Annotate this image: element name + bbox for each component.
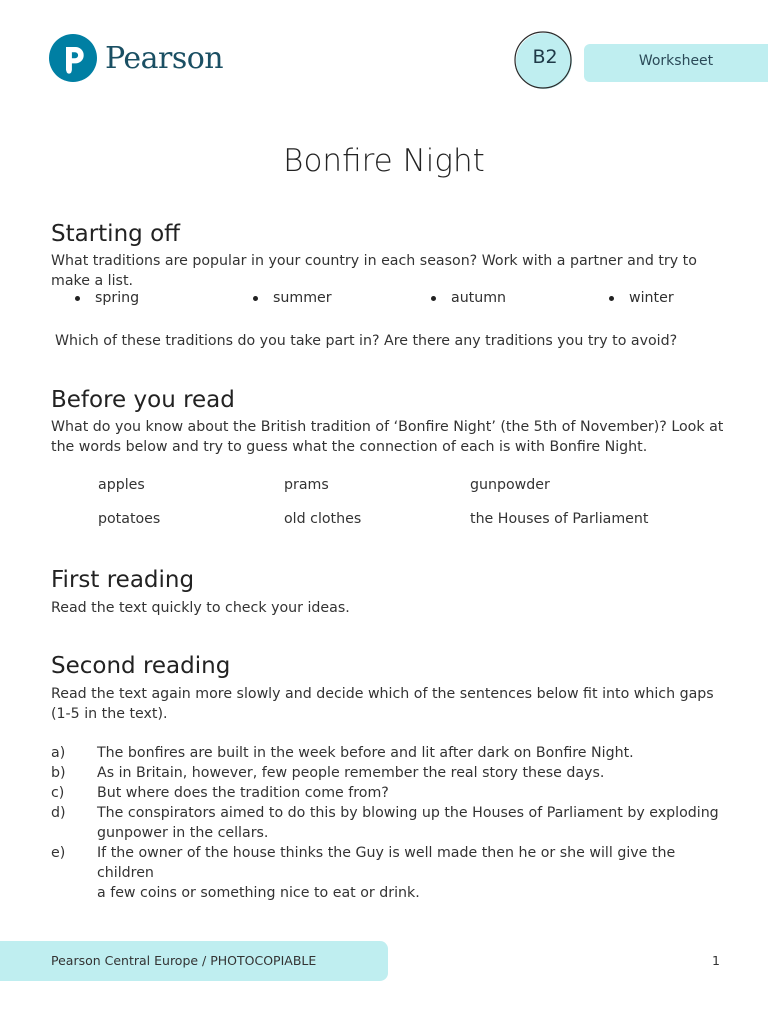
second-reading-intro-line-2: (1-5 in the text). — [51, 706, 168, 722]
item-letter: d) — [51, 805, 66, 821]
bullet-icon — [431, 296, 436, 301]
second-reading-heading: Second reading — [51, 653, 231, 679]
gap-sentence-item — [51, 743, 731, 763]
gap-sentence-item — [51, 843, 731, 903]
pearson-logo-icon — [49, 34, 97, 82]
bullet-icon — [253, 296, 258, 301]
season-label: autumn — [451, 290, 507, 306]
item-letter: e) — [51, 845, 66, 861]
season-label: summer — [273, 290, 332, 306]
season-label: spring — [95, 290, 140, 306]
before-you-read-intro-line-2: the words below and try to guess what the connection of each is with Bonfire Night. — [51, 439, 648, 455]
bullet-icon — [609, 296, 614, 301]
item-text: As in Britain, however, few people remember the real story these days. — [97, 765, 605, 781]
footer-text: Pearson Central Europe / PHOTOCOPIABLE — [51, 953, 317, 968]
item-text: The bonfires are built in the week before and lit after dark on Bonfire Night. — [97, 745, 634, 761]
word-item: potatoes — [98, 511, 161, 527]
gap-sentence-item — [51, 783, 731, 803]
word-item: apples — [98, 477, 145, 493]
gap-sentence-item — [51, 803, 731, 843]
level-badge — [513, 30, 577, 90]
word-item: the Houses of Parliament — [470, 511, 649, 527]
before-you-read-heading: Before you read — [51, 387, 235, 413]
season-item-summer — [253, 290, 332, 306]
gap-sentence-item — [51, 763, 731, 783]
word-item: old clothes — [284, 511, 362, 527]
starting-off-intro-line-1: What traditions are popular in your country in each season? Work with a partner and try to — [51, 253, 697, 269]
item-letter: b) — [51, 765, 66, 781]
starting-off-question: Which of these traditions do you take part in? Are there any traditions you try to avoid? — [55, 333, 678, 349]
page-number: 1 — [712, 953, 720, 968]
season-item-spring — [75, 290, 139, 306]
first-reading-text: Read the text quickly to check your ideas. — [51, 600, 350, 616]
season-item-winter — [609, 290, 674, 306]
starting-off-heading: Starting off — [51, 221, 180, 247]
worksheet-tag — [584, 44, 768, 82]
before-you-read-intro — [51, 417, 731, 457]
season-label: winter — [629, 290, 674, 306]
item-text: But where does the tradition come from? — [97, 785, 389, 801]
second-reading-intro — [51, 684, 731, 724]
word-item: gunpowder — [470, 477, 550, 493]
item-letter: a) — [51, 745, 66, 761]
brand-name: Pearson — [105, 40, 224, 76]
item-letter: c) — [51, 785, 65, 801]
season-list — [62, 290, 742, 312]
second-reading-intro-line-1: Read the text again more slowly and decide which of the sentences below fit into which gaps — [51, 686, 714, 702]
level-label: B2 — [532, 46, 558, 68]
starting-off-intro — [51, 251, 731, 291]
item-text: The conspirators aimed to do this by blowing up the Houses of Parliament by exploding gunpower in the cellars. — [97, 805, 719, 841]
footer-bar — [0, 941, 388, 981]
season-item-autumn — [431, 290, 506, 306]
item-text: If the owner of the house thinks the Guy is well made then he or she will give the children a few coins or something nice to eat or drink. — [97, 845, 676, 901]
page-title: Bonfire Night — [283, 143, 485, 179]
starting-off-intro-line-2: make a list. — [51, 273, 134, 289]
bullet-icon — [75, 296, 80, 301]
worksheet-label: Worksheet — [638, 53, 714, 69]
pearson-logo — [49, 33, 223, 83]
before-you-read-intro-line-1: What do you know about the British tradition of ‘Bonfire Night’ (the 5th of November)? Look at — [51, 419, 724, 435]
gap-sentence-list — [51, 743, 731, 903]
word-item: prams — [284, 477, 329, 493]
first-reading-heading: First reading — [51, 567, 195, 593]
